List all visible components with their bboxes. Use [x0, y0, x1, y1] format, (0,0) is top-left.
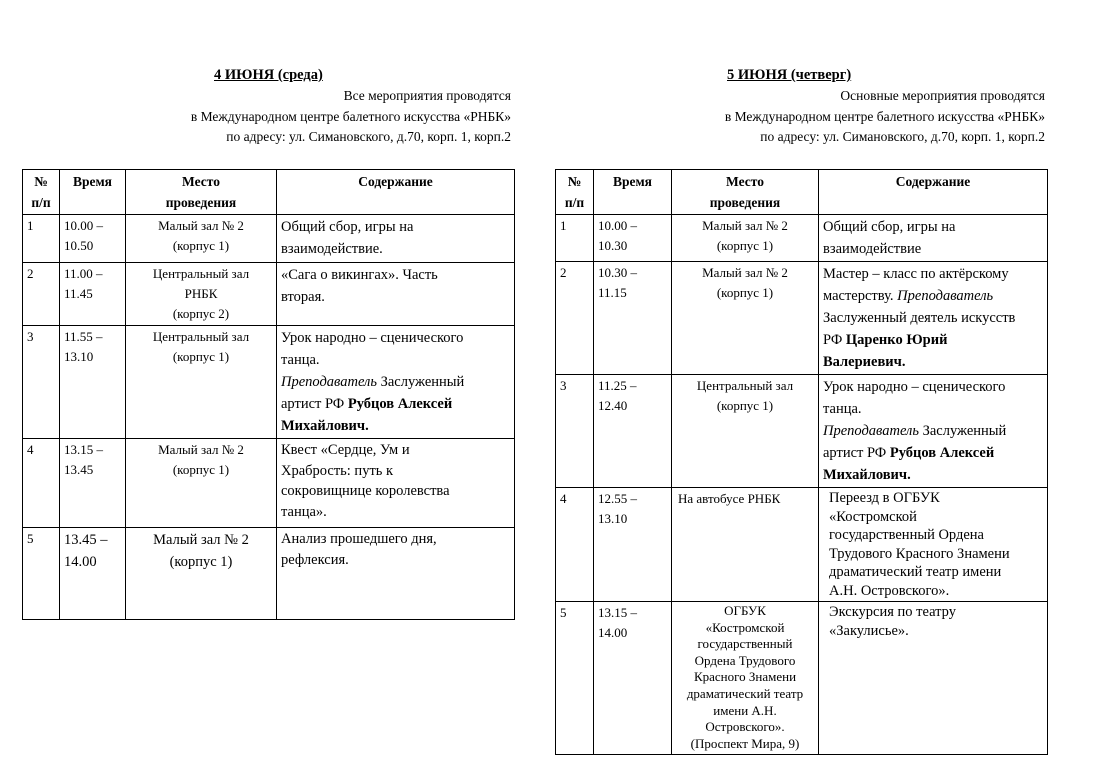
table-row — [556, 375, 1048, 488]
intro-line: по адресу: ул. Симановского, д.70, корп. 1, корп.2 — [760, 129, 1045, 144]
row-content: Урок народно – сценического танца. Преподаватель Заслуженный артист РФ Рубцов Алексей Михайлович. — [819, 375, 1048, 488]
row-content: Общий сбор, игры на взаимодействие. — [277, 215, 515, 263]
row-num: 1 — [23, 215, 60, 263]
row-num: 3 — [556, 375, 594, 488]
day-title-june-5: 5 ИЮНЯ (четверг) — [727, 67, 852, 83]
header-num: № п/п — [556, 170, 594, 215]
row-time: 12.55 – 13.10 — [594, 488, 672, 602]
row-place: Малый зал № 2 (корпус 1) — [672, 215, 819, 262]
header-content: Содержание — [277, 170, 515, 215]
table-row — [556, 488, 1048, 602]
row-place: На автобусе РНБК — [672, 488, 819, 602]
row-num: 2 — [556, 262, 594, 375]
intro-line: Основные мероприятия проводятся — [840, 88, 1045, 103]
row-content: Урок народно – сценического танца. Преподаватель Заслуженный артист РФ Рубцов Алексей Михайлович. — [277, 326, 515, 439]
row-content: Мастер – класс по актёрскому мастерству. Преподаватель Заслуженный деятель искусств РФ Царенко Юрий Валериевич. — [819, 262, 1048, 375]
row-place: Центральный зал (корпус 1) — [126, 326, 277, 439]
row-time: 11.00 – 11.45 — [60, 263, 126, 326]
row-content: Квест «Сердце, Ум и Храбрость: путь к сокровищнице королевства танца». — [277, 439, 515, 528]
row-place: Малый зал № 2 (корпус 1) — [126, 528, 277, 620]
row-place: Центральный зал РНБК (корпус 2) — [126, 263, 277, 326]
table-row — [556, 602, 1048, 755]
row-place: Малый зал № 2 (корпус 1) — [126, 439, 277, 528]
row-place: Малый зал № 2 (корпус 1) — [126, 215, 277, 263]
intro-line: в Международном центре балетного искусства «РНБК» — [724, 108, 1045, 124]
row-time: 13.45 – 14.00 — [60, 528, 126, 620]
header-time: Время — [594, 170, 672, 215]
intro-line: в Международном центре балетного искусства «РНБК» — [190, 108, 511, 124]
row-time: 13.15 – 14.00 — [594, 602, 672, 755]
table-row — [23, 215, 515, 263]
teacher-label: Преподаватель — [897, 288, 994, 304]
row-time: 10.30 – 11.15 — [594, 262, 672, 375]
row-num: 5 — [556, 602, 594, 755]
row-time: 11.55 – 13.10 — [60, 326, 126, 439]
row-time: 10.00 – 10.30 — [594, 215, 672, 262]
teacher-name: Рубцов Алексей — [889, 445, 995, 461]
row-num: 5 — [23, 528, 60, 620]
teacher-name: Царенко Юрий — [845, 332, 948, 348]
header-place: Место проведения — [672, 170, 819, 215]
row-content: Анализ прошедшего дня, рефлексия. — [277, 528, 515, 620]
schedule-table-june-5 — [555, 169, 1048, 755]
row-place: ОГБУК «Костромской государственный Ордена Трудового Красного Знамени драматический театр имени А.Н. Островского». (Проспект Мира, 9) — [672, 602, 819, 755]
header-content: Содержание — [819, 170, 1048, 215]
day-title-june-4: 4 ИЮНЯ (среда) — [214, 67, 323, 83]
row-num: 3 — [23, 326, 60, 439]
table-header-row — [556, 170, 1048, 215]
table-header-row — [23, 170, 515, 215]
table-row — [556, 215, 1048, 262]
row-num: 4 — [23, 439, 60, 528]
row-num: 1 — [556, 215, 594, 262]
header-num: № п/п — [23, 170, 60, 215]
row-time: 11.25 – 12.40 — [594, 375, 672, 488]
teacher-label: Преподаватель — [281, 374, 377, 390]
row-num: 2 — [23, 263, 60, 326]
teacher-name: Рубцов Алексей — [347, 396, 453, 412]
row-place: Центральный зал (корпус 1) — [672, 375, 819, 488]
row-time: 10.00 – 10.50 — [60, 215, 126, 263]
row-time: 13.15 – 13.45 — [60, 439, 126, 528]
table-row — [23, 326, 515, 439]
teacher-label: Преподаватель — [823, 423, 919, 439]
row-content: Экскурсия по театру «Закулисье». — [819, 602, 1048, 755]
intro-line: Все мероприятия проводятся — [343, 88, 511, 103]
table-row — [556, 262, 1048, 375]
row-place: Малый зал № 2 (корпус 1) — [672, 262, 819, 375]
header-place: Место проведения — [126, 170, 277, 215]
row-content: Переезд в ОГБУК «Костромской государственный Ордена Трудового Красного Знамени драматический театр имени А.Н. Островского». — [819, 488, 1048, 602]
table-row — [23, 439, 515, 528]
schedule-table-june-4 — [22, 169, 515, 620]
table-row — [23, 528, 515, 620]
intro-june-5 — [725, 86, 1045, 148]
header-time: Время — [60, 170, 126, 215]
row-content: «Сага о викингах». Часть вторая. — [277, 263, 515, 326]
row-num: 4 — [556, 488, 594, 602]
intro-june-4 — [191, 86, 511, 148]
table-row — [23, 263, 515, 326]
row-content: Общий сбор, игры на взаимодействие — [819, 215, 1048, 262]
intro-line: по адресу: ул. Симановского, д.70, корп. 1, корп.2 — [226, 129, 511, 144]
